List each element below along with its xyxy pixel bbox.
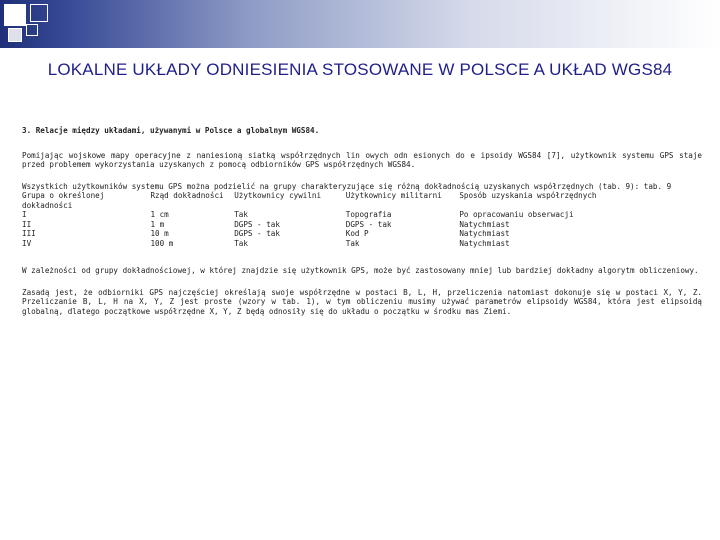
table-header-cell: Grupa o określonej dokładności [22,191,105,210]
table-cell: II [22,219,32,229]
table-row [22,239,702,249]
table-cell: 1 m [150,219,165,229]
table-header-cell: Rząd dokładności [150,191,224,200]
table-cell: Tak [234,210,248,219]
table-row [22,220,702,230]
header-gradient-band [0,0,720,48]
table-cell: 10 m [150,229,169,238]
table-cell: Tak [345,238,360,248]
section-heading: 3. Relacje między układami, używanymi w Polsce a globalnym WGS84. [22,126,320,135]
table-cell: DGPS - tak [345,219,392,229]
paragraph-groups: Wszystkich użytkowników systemu GPS można podzielić na grupy charakteryzujące się różną dokładnością uzyskanych współrzędnych (tab. 9): tab. 9 [22,181,672,191]
table-cell: Tak [234,238,248,248]
table-cell: Topografia [345,210,392,219]
table-header-cell: Użytkownicy cywilni [234,191,322,200]
decorative-square [8,28,22,42]
table-cell: 1 cm [150,210,169,219]
slide-title: LOKALNE UKŁADY ODNIESIENIA STOSOWANE W POLSCE A UKŁAD WGS84 [47,60,673,79]
decorative-square [4,4,26,26]
table-row [22,210,702,220]
table-cell: DGPS - tak [234,229,280,238]
table-cell: Po opracowaniu obserwacji [459,210,574,219]
table-header-cell: Sposób uzyskania współrzędnych [459,191,597,200]
table-cell: I [22,210,27,219]
table-row [22,229,702,239]
table-cell: Natychmiast [459,229,510,238]
table-cell: IV [22,238,32,248]
table-header-row [22,191,702,210]
table-cell: III [22,229,36,238]
paragraph-coordinate-conversion: Zasadą jest, że odbiorniki GPS najczęściej określają swoje współrzędne w postaci B, L, H, przeliczenia natomiast dokonuje się w postaci X, Y, Z. Przeliczanie B, L, H na X, Y, Z jest proste (wzory w tab. 1), w tym obliczeniu musimy używać parametrów elipsoidy WGS84, która jest elipsoidą globalną, dlatego początkowe współrzędne X, Y, Z będą odnosiły się do układu o początku w środku mas Ziemi. [22,287,702,316]
decorative-square [26,24,38,36]
table-cell: DGPS - tak [234,219,280,229]
table-cell: Natychmiast [459,219,510,229]
decorative-square [30,4,48,22]
table-cell: 100 m [150,238,174,248]
paragraph-accuracy-groups: W zależności od grupy dokładnościowej, w której znajdzie się użytkownik GPS, może być zastosowany mniej lub bardziej dokładny algorytm obliczeniowy. [22,266,699,275]
table-header-cell: Użytkownicy militarni [345,191,442,200]
paragraph-intro: Pomijając wojskowe mapy operacyjne z naniesioną siatką współrzędnych lin owych odn esionych do e ipsoidy WGS84 [7], użytkownik systemu GPS staje przed problemem wykorzystania uzyskanych z pomocą odbiorników GPS współrzędnych WGS84. [22,150,702,169]
accuracy-groups-table [22,191,702,248]
table-cell: Kod P [345,229,369,238]
document-body [22,126,702,328]
table-cell: Natychmiast [459,238,510,248]
